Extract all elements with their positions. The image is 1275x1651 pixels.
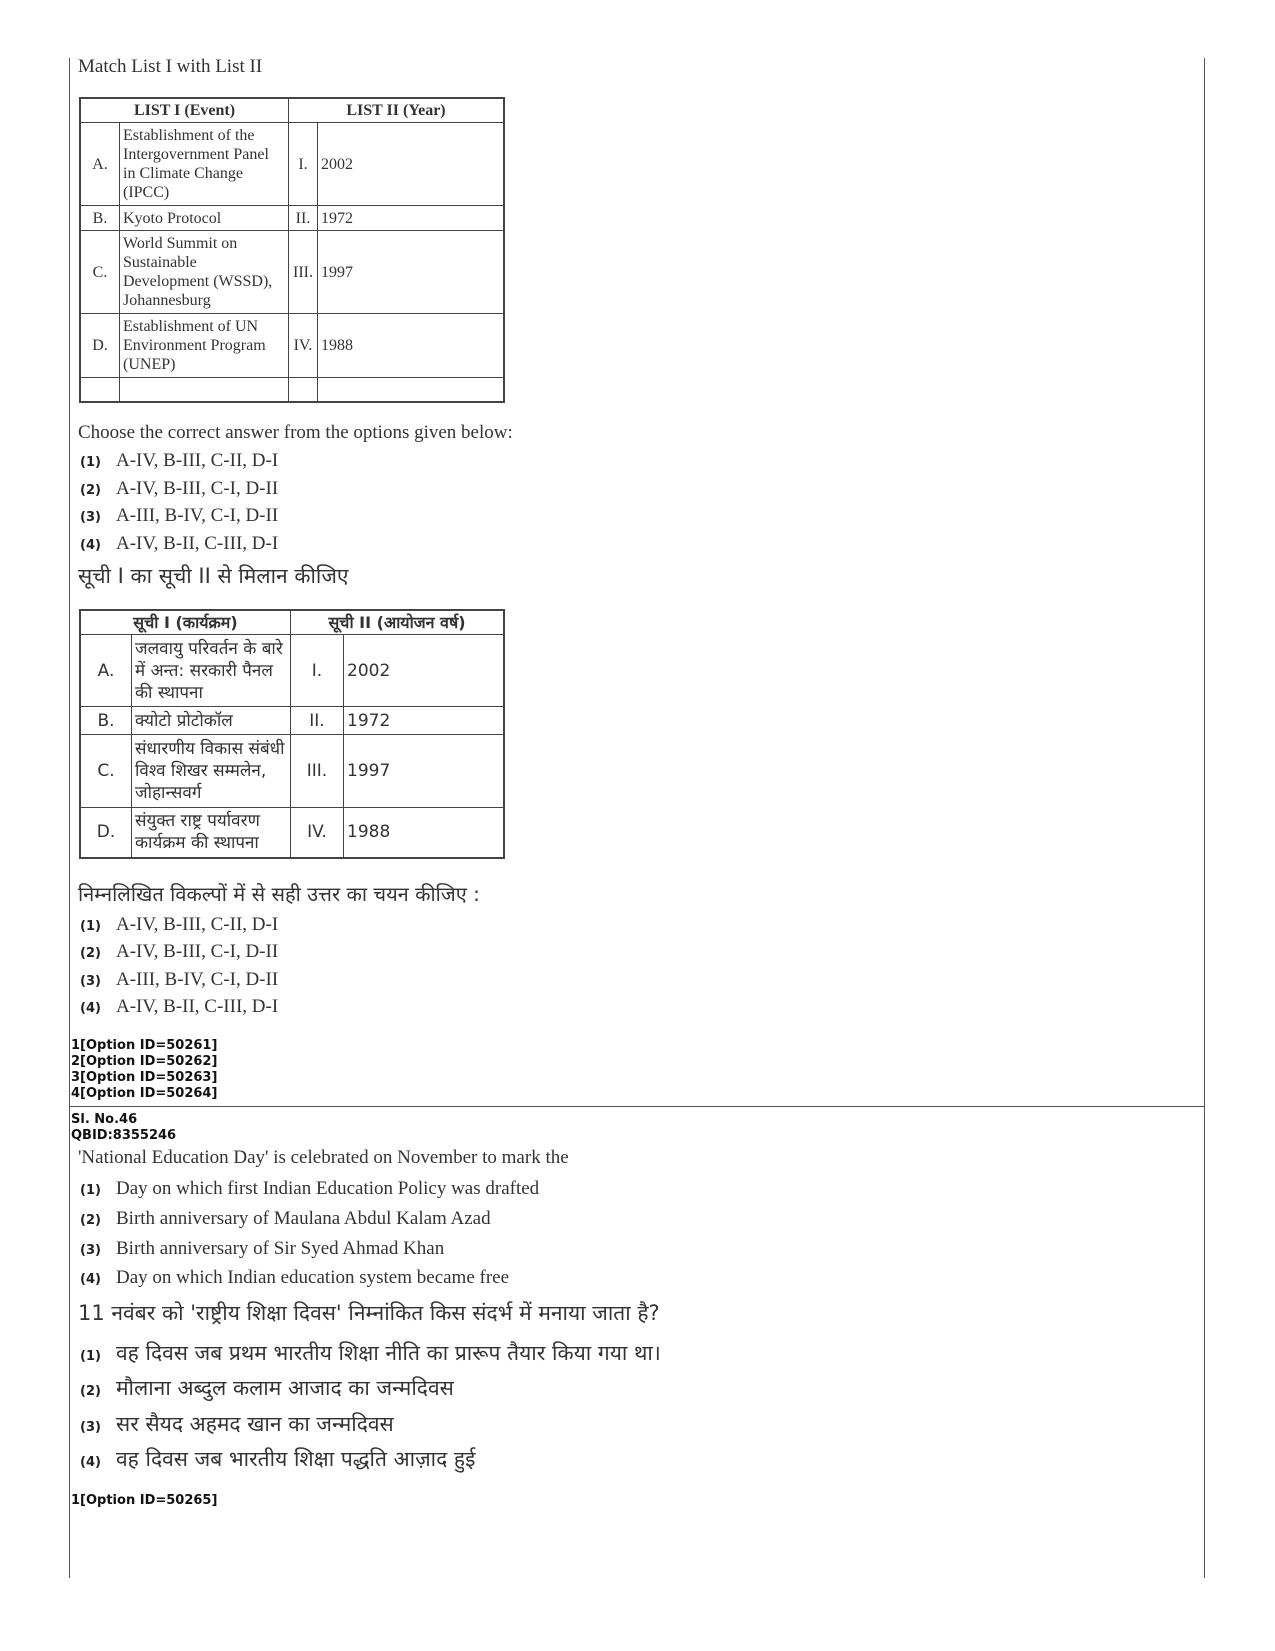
table-row: C. World Summit on Sustainable Development (WSSD), Johannesburg III. 1997	[80, 231, 504, 314]
choose-instruction-hi: निम्नलिखित विकल्पों में से सही उत्तर का चयन कीजिए :	[78, 882, 480, 906]
list2-header: LIST II (Year)	[289, 98, 505, 123]
option-2-hi[interactable]: (2) मौलाना अब्दुल कलाम आजाद का जन्मदिवस	[80, 1376, 454, 1400]
page-border-left	[69, 58, 70, 1578]
list2-header-hi: सूची II (आयोजन वर्ष)	[291, 610, 505, 635]
option-1-en[interactable]: (1) A-IV, B-III, C-II, D-I	[80, 450, 279, 471]
table-row: B. क्योटो प्रोटोकॉल II. 1972	[80, 707, 504, 735]
option-3-hi[interactable]: (3) सर सैयद अहमद खान का जन्मदिवस	[80, 1412, 394, 1436]
option-4-en[interactable]: (4) Day on which Indian education system became free	[80, 1267, 510, 1288]
option-2-en[interactable]: (2) Birth anniversary of Maulana Abdul Kalam Azad	[80, 1208, 491, 1229]
table-row: A. Establishment of the Intergovernment Panel in Climate Change (IPCC) I. 2002	[80, 123, 504, 206]
option-id-4: 4[Option ID=50264]	[71, 1086, 218, 1101]
list1-header-hi: सूची I (कार्यक्रम)	[80, 610, 291, 635]
question-divider	[69, 1106, 1205, 1107]
option-id-1: 1[Option ID=50265]	[71, 1493, 218, 1508]
option-1-hi[interactable]: (1) वह दिवस जब प्रथम भारतीय शिक्षा नीति का प्रारूप तैयार किया गया था।	[80, 1341, 661, 1365]
option-4-en[interactable]: (4) A-IV, B-II, C-III, D-I	[80, 533, 279, 554]
table-row: A. जलवायु परिवर्तन के बारे में अन्त: सरकारी पैनल की स्थापना I. 2002	[80, 635, 504, 707]
option-id-3: 3[Option ID=50263]	[71, 1070, 218, 1085]
question-prompt-hi: सूची I का सूची II से मिलान कीजिए	[78, 564, 349, 588]
qbid: QBID:8355246	[71, 1128, 177, 1143]
option-3-hi[interactable]: (3) A-III, B-IV, C-I, D-II	[80, 969, 279, 990]
page-border-right	[1204, 58, 1205, 1578]
option-1-hi[interactable]: (1) A-IV, B-III, C-II, D-I	[80, 914, 279, 935]
option-ids	[71, 1038, 217, 1102]
table-row: B. Kyoto Protocol II. 1972	[80, 206, 504, 231]
option-3-en[interactable]: (3) A-III, B-IV, C-I, D-II	[80, 505, 279, 526]
option-3-en[interactable]: (3) Birth anniversary of Sir Syed Ahmad Khan	[80, 1238, 445, 1259]
table-row: D. Establishment of UN Environment Program (UNEP) IV. 1988	[80, 314, 504, 378]
table-row-empty	[80, 378, 504, 402]
option-4-hi[interactable]: (4) A-IV, B-II, C-III, D-I	[80, 996, 279, 1017]
table-row: C. संधारणीय विकास संबंधी विश्व शिखर सम्मलेन, जोहान्सवर्ग III. 1997	[80, 735, 504, 808]
option-2-en[interactable]: (2) A-IV, B-III, C-I, D-II	[80, 478, 279, 499]
choose-instruction-en: Choose the correct answer from the options given below:	[78, 422, 513, 443]
question-prompt-en: Match List I with List II	[78, 56, 263, 77]
table-row: D. संयुक्त राष्ट्र पर्यावरण कार्यक्रम की स्थापना IV. 1988	[80, 808, 504, 858]
option-id-1: 1[Option ID=50261]	[71, 1038, 218, 1053]
question-prompt-hi: 11 नवंबर को 'राष्ट्रीय शिक्षा दिवस' निम्नांकित किस संदर्भ में मनाया जाता है?	[78, 1301, 660, 1325]
list1-header: LIST I (Event)	[80, 98, 289, 123]
option-id-2: 2[Option ID=50262]	[71, 1054, 218, 1069]
serial-number: Sl. No.46	[71, 1112, 138, 1127]
question-prompt-en: 'National Education Day' is celebrated on November to mark the	[78, 1147, 569, 1168]
option-1-en[interactable]: (1) Day on which first Indian Education Policy was drafted	[80, 1178, 540, 1199]
match-table-en	[79, 97, 505, 403]
match-table-hi	[79, 609, 505, 859]
option-4-hi[interactable]: (4) वह दिवस जब भारतीय शिक्षा पद्धति आज़ाद हुई	[80, 1447, 476, 1471]
option-2-hi[interactable]: (2) A-IV, B-III, C-I, D-II	[80, 941, 279, 962]
question-meta	[71, 1112, 176, 1144]
